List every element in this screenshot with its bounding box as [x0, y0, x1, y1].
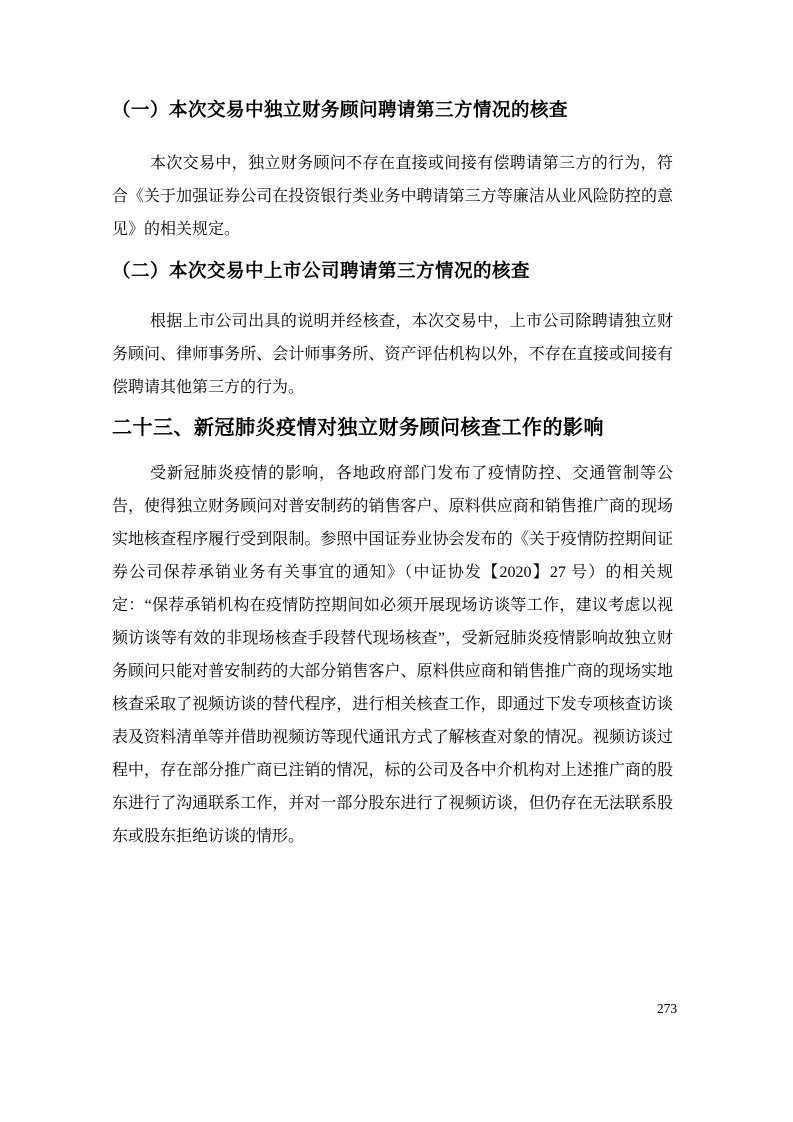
paragraph: 本次交易中，独立财务顾问不存在直接或间接有偿聘请第三方的行为，符合《关于加强证券公司在投资银行类业务中聘请第三方等廉洁从业风险防控的意见》的相关规定。 [112, 155, 673, 238]
page-content [112, 96, 673, 853]
paragraph: 受新冠肺炎疫情的影响，各地政府部门发布了疫情防控、交通管制等公告，使得独立财务顾问对普安制药的销售客户、原料供应商和销售推广商的现场实地核查程序履行受到限制。参照中国证券业协会发布的《关于疫情防控期间证券公司保荐承销业务有关事宜的通知》（中证协发【2020】27 号）的相关规定：“保荐承销机构在疫情防控期间如必须开展现场访谈等工作，建议考虑以视频访谈等有效的非现场核查手段替代现场核查”，受新冠肺炎疫情影响故独立财务顾问只能对普安制药的大部分销售客户、原料供应商和销售推广商的现场实地核查采取了视频访谈的替代程序，进行相关核查工作，即通过下发专项核查访谈表及资料清单等并借助视频访等现代通讯方式了解核查对象的情况。视频访谈过程中，存在部分推广商已注销的情况，标的公司及各中介机构对上述推广商的股东进行了沟通联系工作，并对一部分股东进行了视频访谈，但仍存在无法联系股东或股东拒绝访谈的情形。 [112, 465, 673, 845]
section-heading: （二）本次交易中上市公司聘请第三方情况的核查 [112, 260, 531, 281]
page-number: 273 [656, 1001, 678, 1016]
section-third-party-listed-company [112, 257, 673, 404]
section-heading: （一）本次交易中独立财务顾问聘请第三方情况的核查 [112, 99, 569, 120]
paragraph: 根据上市公司出具的说明并经核查，本次交易中，上市公司除聘请独立财务顾问、律师事务所、会计师事务所、资产评估机构以外，不存在直接或间接有偿聘请其他第三方的行为。 [112, 313, 673, 396]
chapter-heading: 二十三、新冠肺炎疫情对独立财务顾问核查工作的影响 [112, 417, 604, 439]
section-third-party-advisor [112, 96, 673, 246]
section-covid-impact [112, 413, 673, 853]
